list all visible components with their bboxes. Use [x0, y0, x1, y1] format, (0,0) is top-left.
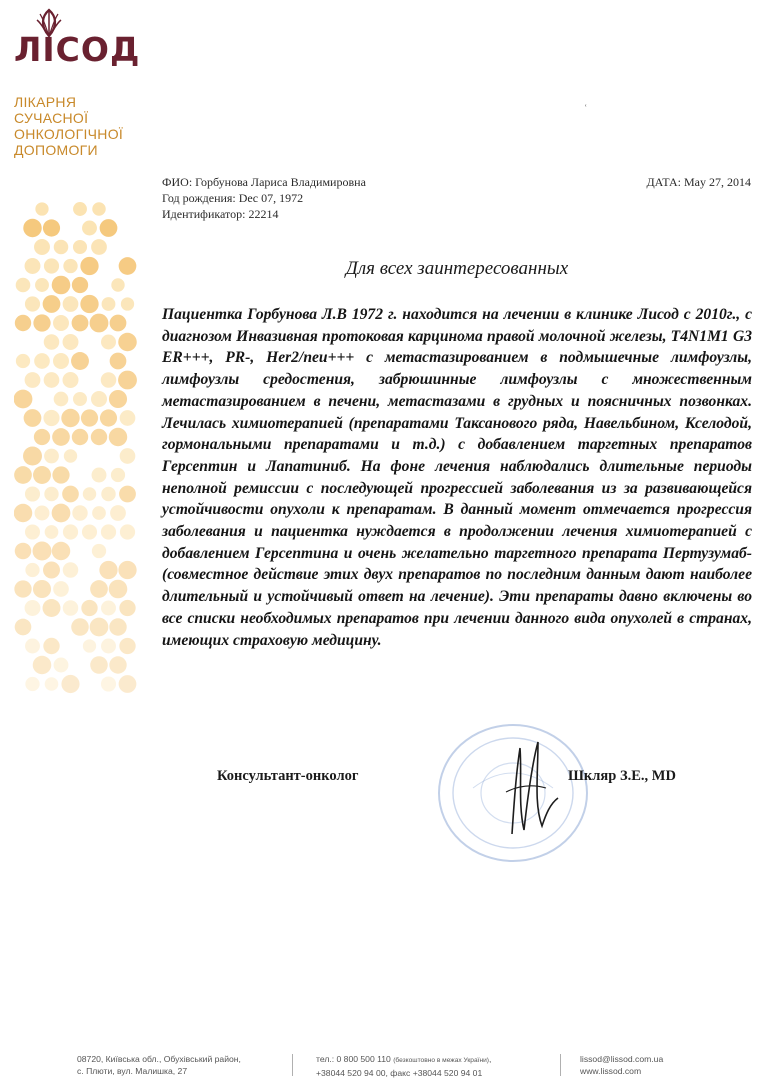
decorative-dot	[111, 468, 125, 482]
salutation-heading: Для всех заинтересованных	[345, 258, 569, 279]
decorative-dot	[63, 372, 79, 388]
decorative-dot	[101, 335, 116, 350]
decorative-dot	[110, 353, 127, 370]
decorative-dot	[90, 314, 109, 333]
decorative-dot	[80, 295, 98, 313]
letter-body: Пациентка Горбунова Л.В 1972 г. находится на лечении в клинике Лисод с 2010г., с диагнозом Инвазивная протоковая карцинома правой молочной железы, T4N1M1 G3 ER+++, PR-, Her2/neu+++ с метастазированием в подмышечные лимфоузлы, лимфоузлы средостения, забрюшинные лимфоузлы с множественным метастазированием в печени, метастазами в грудных и поясничных позвонках. Лечилась химиотерапией (препаратами Таксанового ряда, Навельбином, Кселодой, гормональными препаратами и т.д.) с добавлением таргетных препаратов Герсептин и Лапатиниб. На фоне лечения наблюдались длительные периоды неполной ремиссии с последующей прогрессией заболевания из за развивающейся устойчивости опухоли к препаратам. В данный момент отмечается прогрессия заболевания и пациентка нуждается в продолжении лечения химиотерапией с добавлением Герсептина и очень желательно таргетного препарата Пертузумаб- (совместное действие этих двух препаратов по последним данным дают наиболее длительный и устойчивый ответ на лечение). Эти препараты давно включены во все списки необходимых препаратов при лечении данного вида опухолей в странах, имеющих страховую медицину.	[162, 306, 752, 649]
decorative-dot	[83, 487, 96, 500]
patient-info	[162, 174, 366, 222]
decorative-dot	[110, 315, 127, 332]
decorative-dot	[110, 505, 126, 521]
decorative-dot	[72, 429, 88, 445]
decorative-dot	[53, 581, 69, 597]
email-link[interactable]: lissod@lissod.com.ua	[580, 1054, 664, 1064]
decorative-dot	[62, 486, 79, 503]
decorative-dot	[43, 562, 60, 579]
decorative-dot	[73, 202, 87, 216]
address-line: 08720, Київська обл., Обухівський район,	[77, 1054, 241, 1064]
decorative-dot	[34, 429, 50, 445]
decorative-dot	[61, 409, 79, 427]
decorative-dot	[43, 638, 59, 654]
decorative-dot	[33, 314, 50, 331]
decorative-dot	[72, 277, 88, 293]
decorative-dot	[25, 563, 39, 577]
decorative-dot	[14, 466, 32, 484]
decorative-dot	[109, 390, 127, 408]
decorative-dot	[63, 524, 78, 539]
decorative-dot	[80, 257, 98, 275]
decorative-dot	[83, 639, 96, 652]
decorative-dot	[43, 599, 61, 617]
decorative-dot	[92, 468, 107, 483]
decorative-dot	[63, 562, 79, 578]
decorative-dot	[54, 392, 69, 407]
tagline-line: ДОПОМОГИ	[14, 142, 98, 158]
decorative-dot	[15, 315, 31, 331]
decorative-dot	[71, 618, 89, 636]
decorative-dot	[91, 429, 107, 445]
margin-mark: ʿ	[584, 104, 588, 115]
logo-wordmark: ЛІСОД	[14, 30, 141, 69]
decorative-dot	[43, 410, 59, 426]
decorative-dot	[52, 542, 70, 560]
decorative-dot	[33, 542, 52, 561]
decorative-dot	[90, 656, 108, 674]
decorative-dot	[101, 676, 116, 691]
decorative-dot	[91, 391, 107, 407]
decorative-dot	[121, 297, 134, 310]
decorative-dot	[35, 506, 50, 521]
decorative-dot	[44, 449, 59, 464]
phone-comma: ,	[488, 1054, 492, 1064]
decorative-dot	[109, 428, 127, 446]
decorative-dot	[44, 487, 58, 501]
signatory-role: Консультант-онколог	[217, 768, 359, 784]
footer-divider	[560, 1054, 561, 1076]
decorative-dot	[119, 638, 135, 654]
decorative-dot	[43, 295, 61, 313]
phone-fax-line: +38044 520 94 00, факс +38044 520 94 01	[316, 1068, 483, 1078]
decorative-dot	[119, 257, 137, 275]
decorative-dot	[25, 372, 41, 388]
decorative-dot	[25, 296, 40, 311]
decorative-dot	[33, 580, 51, 598]
decorative-dot	[33, 466, 51, 484]
decorative-dot	[71, 352, 89, 370]
decorative-dot	[33, 656, 52, 675]
decorative-dot	[52, 504, 71, 523]
decorative-dot	[44, 372, 60, 388]
decorative-dot	[91, 239, 107, 255]
decorative-dot	[63, 259, 77, 273]
decorative-dot	[118, 371, 137, 390]
decorative-dot	[25, 600, 41, 616]
decorative-dot	[120, 448, 136, 464]
decorative-dot	[101, 601, 116, 616]
decorative-dot	[52, 428, 70, 446]
decorative-dot	[90, 618, 109, 637]
decorative-dot	[63, 296, 79, 312]
decorative-dot	[81, 600, 97, 616]
decorative-dot	[53, 353, 69, 369]
decorative-dot	[111, 278, 124, 291]
decorative-dot	[109, 618, 126, 635]
decorative-dot	[14, 390, 32, 409]
decorative-dot-pattern	[14, 200, 154, 760]
decorative-dot	[119, 675, 137, 693]
handwritten-signature	[498, 734, 562, 844]
decorative-dot	[119, 486, 136, 503]
decorative-dot	[109, 656, 126, 673]
decorative-dot	[15, 619, 32, 636]
decorative-dot	[81, 409, 98, 426]
decorative-dot	[92, 202, 105, 215]
decorative-dot	[118, 561, 136, 579]
decorative-dot	[100, 219, 118, 237]
decorative-dot	[23, 447, 42, 466]
decorative-dot	[53, 315, 69, 331]
decorative-dot	[45, 677, 59, 691]
decorative-dot	[101, 487, 115, 501]
decorative-dot	[43, 219, 60, 236]
decorative-dot	[64, 449, 77, 462]
decorative-dot	[44, 334, 60, 350]
decorative-dot	[82, 221, 97, 236]
patient-identifier: Идентификатор: 22214	[162, 207, 279, 221]
footer-phones	[316, 1053, 491, 1079]
decorative-dot	[120, 410, 136, 426]
decorative-dot	[45, 525, 59, 539]
tagline-line: СУЧАСНОЇ	[14, 110, 89, 126]
decorative-dot	[82, 524, 97, 539]
decorative-dot	[118, 333, 137, 352]
decorative-dot	[101, 638, 116, 653]
decorative-dot	[16, 278, 31, 293]
decorative-dot	[101, 524, 116, 539]
decorative-dot	[25, 677, 39, 691]
tagline-line: ЛІКАРНЯ	[14, 94, 77, 110]
decorative-dot	[92, 506, 106, 520]
phone-line: тел.: 0 800 500 110	[316, 1054, 394, 1064]
decorative-dot	[54, 240, 69, 255]
decorative-dot	[25, 639, 40, 654]
decorative-dot	[15, 543, 32, 560]
decorative-dot	[25, 258, 41, 274]
phone-note: (безкоштовно в межах України)	[393, 1057, 489, 1064]
decorative-dot	[99, 561, 117, 579]
decorative-dot	[120, 524, 135, 539]
decorative-dot	[25, 524, 40, 539]
decorative-dot	[23, 219, 41, 237]
footer-divider	[292, 1054, 293, 1076]
decorative-dot	[100, 409, 117, 426]
hospital-tagline	[14, 94, 174, 158]
decorative-dot	[25, 486, 40, 501]
decorative-dot	[14, 504, 32, 522]
patient-birth-date: Год рождения: Dec 07, 1972	[162, 191, 304, 205]
decorative-dot	[63, 600, 78, 615]
decorative-dot	[44, 258, 59, 273]
patient-name: ФИО: Горбунова Лариса Владимировна	[162, 175, 366, 189]
decorative-dot	[102, 297, 116, 311]
address-line: с. Плюти, вул. Малишка, 27	[77, 1066, 188, 1076]
decorative-dot	[72, 315, 89, 332]
decorative-dot	[101, 372, 116, 387]
decorative-dot	[16, 354, 30, 368]
decorative-dot	[109, 580, 128, 599]
decorative-dot	[92, 544, 106, 558]
decorative-dot	[63, 334, 79, 350]
document-date: ДАТА: May 27, 2014	[646, 175, 751, 189]
decorative-dot	[14, 580, 31, 597]
decorative-dot	[52, 276, 71, 295]
decorative-dot	[61, 675, 79, 693]
decorative-dot	[119, 600, 135, 616]
decorative-dot	[72, 505, 87, 520]
decorative-dot	[52, 466, 69, 483]
decorative-dot	[73, 392, 87, 406]
tagline-line: ОНКОЛОГІЧНОЇ	[14, 126, 124, 142]
decorative-dot	[73, 240, 87, 254]
decorative-dot	[54, 658, 69, 673]
footer-address	[77, 1053, 241, 1077]
decorative-dot	[34, 239, 50, 255]
website-link[interactable]: www.lissod.com	[580, 1066, 642, 1076]
signatory-name: Шкляр З.Е., MD	[568, 768, 676, 784]
decorative-dot	[35, 202, 48, 215]
decorative-dot	[35, 278, 49, 292]
decorative-dot	[90, 580, 108, 598]
footer-contacts	[580, 1053, 663, 1077]
decorative-dot	[34, 353, 50, 369]
decorative-dot	[24, 409, 42, 427]
